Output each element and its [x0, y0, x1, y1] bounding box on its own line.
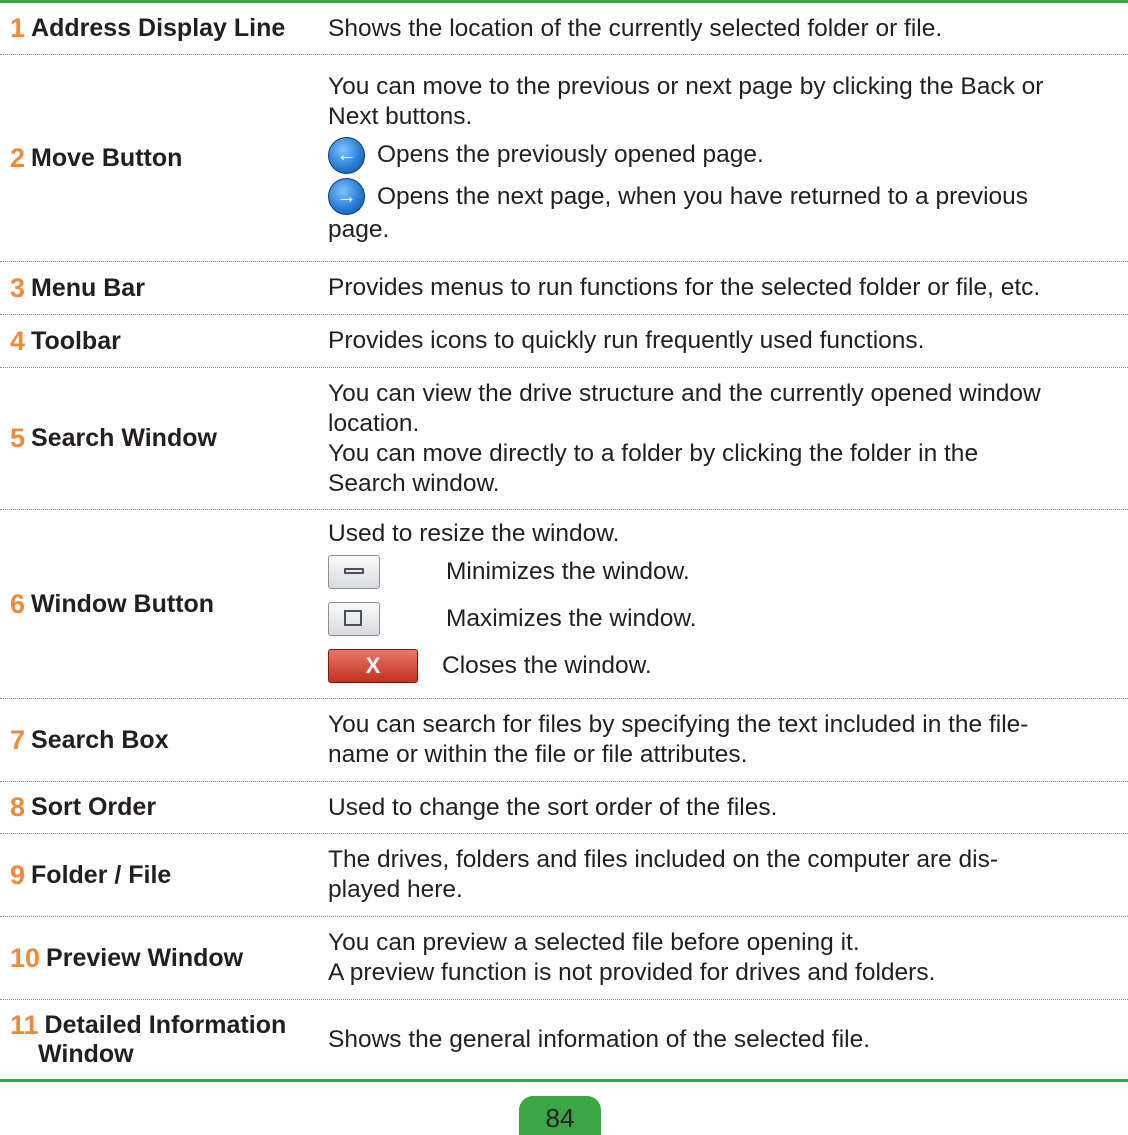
next-button-text: Opens the next page, when you have returned to a previous	[377, 182, 1029, 210]
description-line: The drives, folders and files included on the computer are dis-	[328, 846, 999, 873]
row-move-button	[0, 55, 1128, 262]
row-label-text: Folder / File	[31, 860, 172, 889]
description-line: You can search for files by specifying the text included in the file-	[328, 711, 1029, 738]
row-number: 9	[10, 859, 26, 890]
row-label-text: Preview Window	[46, 943, 244, 972]
row-description	[328, 55, 1123, 261]
row-number: 8	[10, 792, 26, 822]
row-description	[328, 1000, 1123, 1079]
row-number: 6	[10, 588, 26, 619]
row-label	[10, 315, 320, 367]
row-label	[10, 1000, 320, 1079]
row-description	[328, 510, 1123, 698]
row-number: 2	[10, 142, 26, 173]
row-window-button	[0, 510, 1128, 699]
page-number: 84	[519, 1096, 601, 1135]
row-menu-bar	[0, 262, 1128, 315]
description-line: Used to change the sort order of the files.	[328, 793, 778, 821]
row-sort-order	[0, 782, 1128, 834]
row-description	[328, 3, 1123, 54]
description-line: You can move to the previous or next page by clicking the Back or	[328, 72, 1044, 100]
back-button-text: Opens the previously opened page.	[377, 141, 764, 168]
next-button-explanation	[328, 179, 1123, 215]
description-line: name or within the file or file attributes.	[328, 741, 748, 768]
row-label-text: Search Window	[31, 424, 217, 452]
close-text: Closes the window.	[442, 652, 652, 679]
maximize-explanation	[328, 596, 1123, 643]
row-label	[10, 699, 320, 781]
forward-arrow-icon: →	[328, 178, 365, 215]
row-number: 7	[10, 724, 26, 755]
row-number: 1	[10, 13, 26, 43]
row-label-text: Sort Order	[31, 793, 157, 821]
row-description	[328, 262, 1123, 314]
row-toolbar	[0, 315, 1128, 368]
row-search-box	[0, 699, 1128, 782]
row-label	[10, 368, 320, 509]
minimize-text: Minimizes the window.	[446, 558, 690, 585]
minimize-explanation	[328, 549, 1123, 596]
maximize-icon	[328, 602, 380, 636]
row-label	[10, 917, 320, 999]
row-folder-file	[0, 834, 1128, 917]
description-line: Shows the location of the currently selected folder or file.	[328, 14, 943, 42]
row-description	[328, 782, 1123, 833]
row-detailed-information-window	[0, 1000, 1128, 1079]
description-line: Shows the general information of the selected file.	[328, 1025, 871, 1053]
row-label-text: Detailed Information	[44, 1010, 287, 1039]
close-explanation	[328, 643, 1123, 690]
row-label	[10, 3, 320, 54]
row-label-text-continued: Window	[38, 1039, 134, 1068]
description-line: Provides menus to run functions for the selected folder or file, etc.	[328, 274, 1041, 301]
description-line: Provides icons to quickly run frequently used functions.	[328, 327, 925, 354]
description-line: Search window.	[328, 469, 500, 497]
row-number: 3	[10, 272, 26, 303]
description-line: You can preview a selected file before opening it.	[328, 929, 860, 956]
row-label-text: Address Display Line	[31, 14, 286, 42]
row-description	[328, 315, 1123, 367]
row-number: 11	[10, 1009, 39, 1040]
close-icon: X	[328, 649, 418, 683]
row-label-text: Window Button	[31, 589, 215, 618]
description-line: Used to resize the window.	[328, 519, 620, 547]
description-line: You can move directly to a folder by clicking the folder in the	[328, 439, 979, 467]
row-label-text: Toolbar	[31, 326, 121, 355]
row-label	[10, 55, 320, 261]
row-label-text: Menu Bar	[31, 273, 145, 302]
row-label-text: Search Box	[31, 725, 169, 754]
row-label	[10, 262, 320, 314]
row-number: 5	[10, 423, 26, 453]
row-description	[328, 699, 1123, 781]
row-label	[10, 782, 320, 833]
row-address-display-line	[0, 3, 1128, 55]
row-label	[10, 834, 320, 916]
row-description	[328, 368, 1123, 509]
description-line: location.	[328, 409, 420, 437]
row-search-window	[0, 368, 1128, 510]
row-description	[328, 834, 1123, 916]
back-arrow-icon: ←	[328, 137, 365, 174]
minimize-icon	[328, 555, 380, 589]
description-line: You can view the drive structure and the currently opened window	[328, 379, 1041, 407]
row-label-text: Move Button	[31, 143, 183, 172]
description-line: Next buttons.	[328, 102, 473, 130]
row-number: 10	[10, 942, 41, 973]
description-line: page.	[328, 215, 390, 243]
description-line: played here.	[328, 876, 463, 903]
row-description	[328, 917, 1123, 999]
row-preview-window	[0, 917, 1128, 1000]
row-label	[10, 510, 320, 698]
back-button-explanation	[328, 132, 1123, 179]
description-line: A preview function is not provided for drives and folders.	[328, 959, 936, 986]
maximize-text: Maximizes the window.	[446, 605, 697, 632]
row-number: 4	[10, 325, 26, 356]
bottom-rule	[0, 1079, 1128, 1082]
